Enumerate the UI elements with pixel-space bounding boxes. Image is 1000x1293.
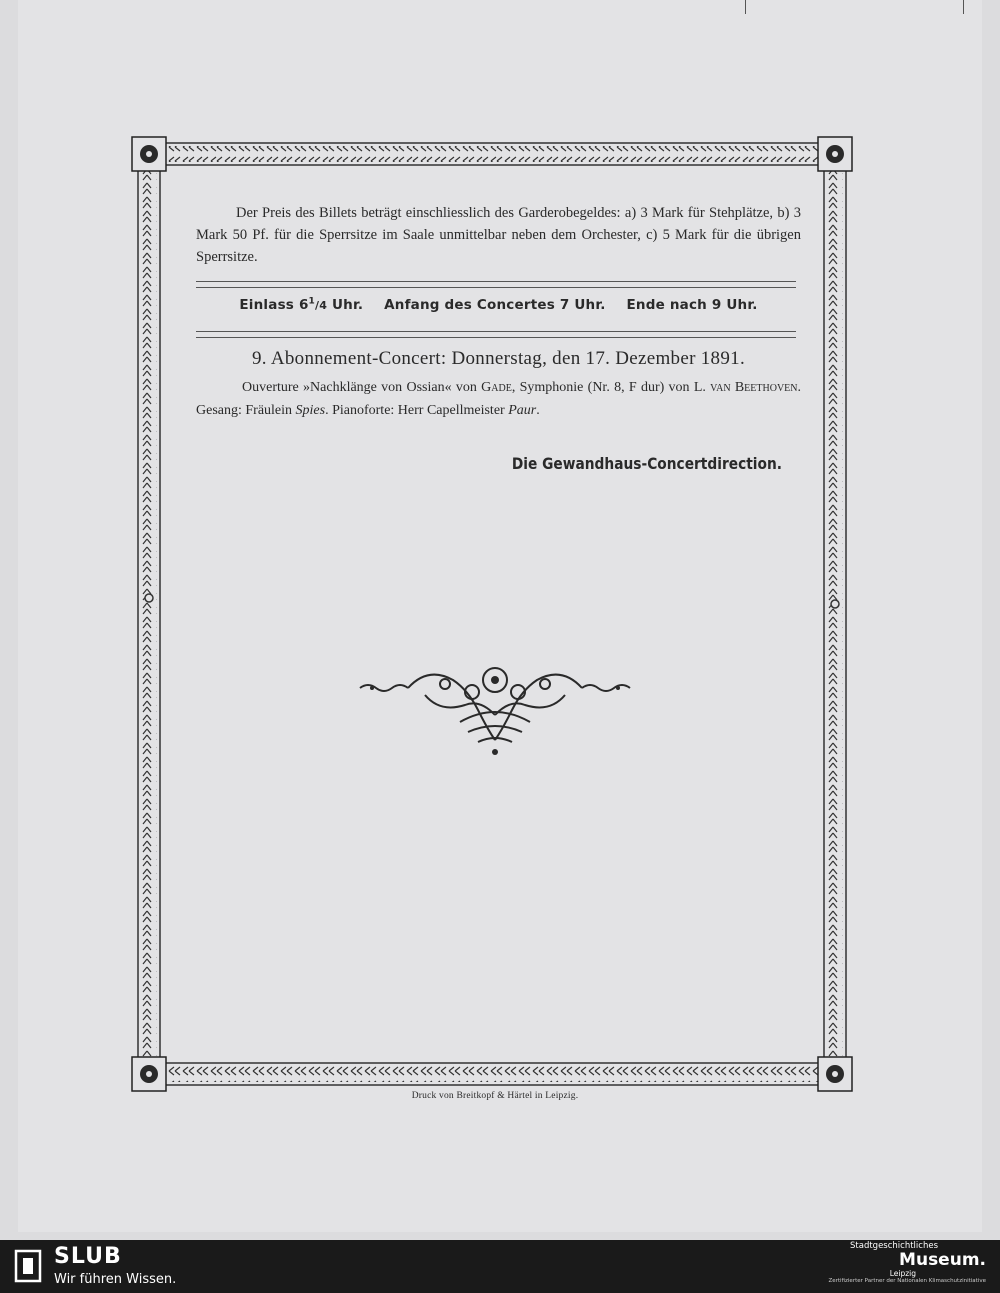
- admission-time: Einlass $6^1/4$ Uhr.: [239, 296, 364, 313]
- double-rule: [196, 331, 796, 338]
- concert-title: 9. Abonnement-Concert: Donnerstag, den 17. Dezember 1891.: [251, 348, 746, 369]
- ticket-price-paragraph: Der Preis des Billets beträgt einschliesslich des Garderobegeldes: a) 3 Mark für Stehplätze, b) 3 Mark 50 Pf. für die Sperrsitze im Saale unmittelbar neben dem Orchester, c) 5 Mark für die übrigen Sperrsitze.: [196, 205, 801, 265]
- signature: Die Gewandhaus-Concertdirection.: [511, 454, 782, 473]
- end-time: Ende nach 9 Uhr.: [626, 296, 758, 313]
- composer-gade: Gade: [481, 380, 512, 395]
- schedule-line: [196, 296, 801, 313]
- printer-imprint: Druck von Breitkopf & Härtel in Leipzig.: [411, 1091, 579, 1101]
- pianist-name: Paur: [508, 403, 537, 418]
- start-time: Anfang des Concertes 7 Uhr.: [384, 296, 606, 313]
- composer-beethoven: L. van Beethoven: [693, 380, 798, 395]
- library-tagline: Wir führen Wissen.: [54, 1272, 177, 1287]
- ornament-flourish-icon: [350, 660, 640, 760]
- double-rule: [196, 281, 796, 288]
- library-name: SLUB: [54, 1244, 122, 1269]
- concert-program: Ouverture »Nachklänge von Ossian« von Gade, Symphonie (Nr. 8, F dur) von L. van Beethoven. Gesang: Fräulein Spies. Pianoforte: Herr Capellmeister Paur.: [196, 380, 801, 418]
- partner-logo: Stadtgeschichtliches Museum. Leipzig Zertifizierter Partner der Nationalen Klimaschutzinitiative: [828, 1241, 986, 1284]
- singer-name: Spies: [295, 403, 326, 418]
- footer-bar: [0, 1240, 1000, 1293]
- slub-logo-icon: [14, 1249, 44, 1283]
